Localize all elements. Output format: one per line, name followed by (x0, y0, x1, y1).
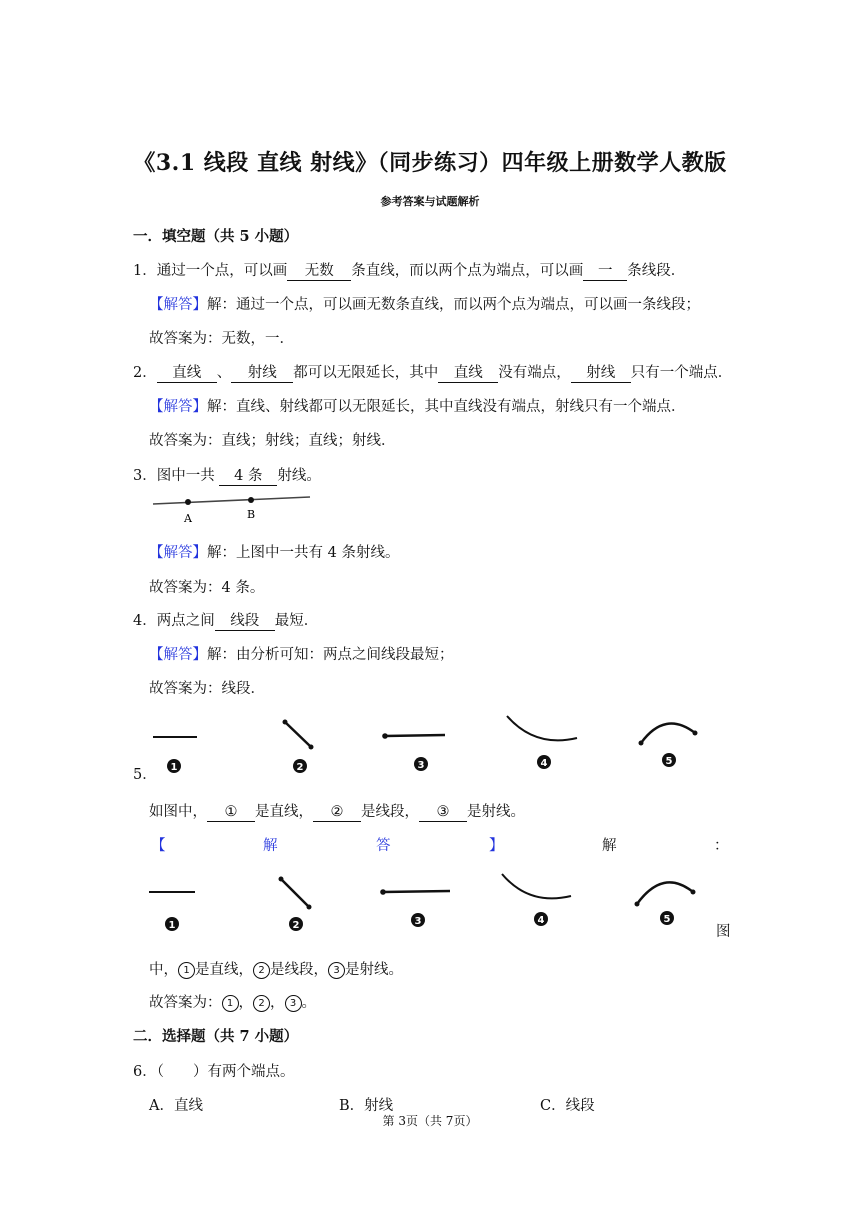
circled-number: 1 (222, 995, 239, 1012)
question-text: 没有端点， (498, 365, 571, 381)
solution-2 (149, 395, 686, 416)
section-heading-fill-in: 一．填空题（共 5 小题） (133, 228, 299, 245)
question-text: 最短． (274, 613, 319, 629)
solution-tag: 【解答】 (149, 297, 207, 313)
solution-text: 中， (149, 962, 178, 978)
question-5 (149, 800, 525, 822)
solution-text: 是射线。 (345, 962, 403, 978)
solution-text: 图 (716, 924, 731, 940)
figure-4-curve (502, 874, 571, 926)
answer-text: ， (270, 995, 285, 1011)
solution-text: ： (714, 838, 729, 854)
answer-text: 。 (301, 995, 316, 1011)
question-4 (133, 609, 318, 631)
question-text: （ ）有两个端点。 (156, 1064, 295, 1080)
question-text: 条直线，而以两个点为端点，可以画 (351, 263, 584, 279)
answer-text: ， (238, 995, 253, 1011)
answer-blank: 射线 (231, 365, 293, 383)
answer-blank: ① (207, 804, 255, 822)
question-1 (133, 259, 685, 281)
figure-5-arc (639, 724, 698, 767)
shapes-figure (145, 706, 735, 778)
answer-2: 故答案为：直线；射线；直线；射线． (149, 433, 396, 449)
figure-label-2: 2 (296, 762, 304, 773)
solution-tag-char: 答 (376, 838, 391, 854)
question-number: 2． (133, 365, 157, 381)
solution-tag: 【解答】 (149, 647, 207, 663)
question-number: 6． (133, 1064, 157, 1080)
figure-3-ray (382, 733, 445, 771)
figure-label-1: 1 (168, 920, 176, 931)
answer-blank: 线段 (215, 613, 275, 631)
answer-text: 故答案为： (149, 995, 222, 1011)
answer-blank: ② (313, 804, 361, 822)
point-a-label: A (184, 512, 192, 525)
question-text: 是直线， (255, 804, 313, 820)
solution-tag: 【解答】 (149, 399, 207, 415)
page-footer: 第 3页（共 7页） (382, 1114, 478, 1128)
question-text: 两点之间 (156, 613, 215, 629)
solution-text: 解：上图中一共有 4 条射线。 (207, 545, 400, 561)
solution-tag-close: 】 (489, 838, 504, 854)
solution-text: 解：由分析可知：两点之间线段最短； (207, 647, 454, 663)
question-number: 5． (133, 767, 157, 783)
answer-blank: 一 (583, 263, 627, 281)
figure-label-4: 4 (540, 758, 548, 769)
solution-text: 是线段， (270, 962, 328, 978)
point-b-label: B (247, 508, 256, 521)
answer-blank: 4 条 (219, 468, 277, 486)
question-text: 条线段． (627, 263, 686, 279)
question-text: 都可以无限延长，其中 (293, 365, 439, 381)
solution-tag: 【解答】 (149, 545, 207, 561)
figure-label-3: 3 (414, 916, 422, 927)
option-a: A．直线 (149, 1098, 203, 1114)
circled-number: 3 (328, 962, 345, 979)
figure-2-segment (279, 877, 312, 932)
figure-label-1: 1 (170, 762, 178, 773)
answer-1: 故答案为：无数，一． (149, 331, 294, 347)
solution-text: 解 (602, 838, 617, 854)
solution-1 (149, 293, 700, 314)
question-text: 、 (216, 365, 232, 381)
figure-5-arc (635, 882, 696, 925)
question-number: 3． (133, 468, 157, 484)
solution-tag-open: 【 (151, 838, 166, 854)
question-3 (133, 464, 321, 486)
answer-blank: 无数 (287, 263, 351, 281)
answer-3: 故答案为：4 条。 (149, 580, 265, 596)
question-number: 1． (133, 263, 157, 279)
question-text: 如图中， (149, 804, 207, 820)
figure-1-line (149, 892, 195, 931)
circled-number: 2 (253, 995, 270, 1012)
answer-blank: 直线 (438, 365, 498, 383)
question-text: 射线。 (277, 468, 321, 484)
answer-blank: 射线 (571, 365, 631, 383)
question-text: 图中一共 (156, 468, 215, 484)
answer-blank: 直线 (157, 365, 217, 383)
shapes-figure-solution (143, 866, 703, 934)
figure-label-2: 2 (292, 920, 300, 931)
question-2 (133, 361, 732, 383)
question-6 (133, 1060, 294, 1081)
figure-1-line (153, 737, 197, 773)
solution-tag-char: 解 (263, 838, 278, 854)
line-figure-ab (150, 490, 315, 526)
solution-text: 解：直线、射线都可以无限延长，其中直线没有端点，射线只有一个端点． (207, 399, 686, 415)
question-text: 通过一个点，可以画 (156, 263, 288, 279)
solution-5-text (149, 958, 403, 979)
question-text: 只有一个端点． (630, 365, 733, 381)
figure-label-5: 5 (663, 914, 671, 925)
question-number: 4． (133, 613, 157, 629)
solution-4 (149, 643, 454, 664)
circled-number: 3 (285, 995, 302, 1012)
figure-4-curve (507, 716, 577, 769)
option-b: B．射线 (339, 1098, 394, 1114)
figure-label-5: 5 (665, 756, 673, 767)
circled-number: 1 (178, 962, 195, 979)
answer-5 (149, 991, 316, 1012)
question-text: 是射线。 (467, 804, 525, 820)
solution-3 (149, 541, 399, 562)
section-heading-choice: 二．选择题（共 7 小题） (133, 1028, 299, 1045)
page-subtitle: 参考答案与试题解析 (380, 195, 480, 208)
circled-number: 2 (253, 962, 270, 979)
question-text: 是线段， (361, 804, 419, 820)
figure-2-segment (283, 720, 314, 774)
figure-label-3: 3 (417, 760, 425, 771)
answer-blank: ③ (419, 804, 467, 822)
figure-3-ray (380, 889, 450, 927)
page-title: 《3.1 线段 直线 射线》（同步练习）四年级上册数学人教版 (133, 150, 727, 176)
solution-text: 解：通过一个点，可以画无数条直线，而以两个点为端点，可以画一条线段； (207, 297, 700, 313)
option-c: C．线段 (540, 1098, 595, 1114)
answer-4: 故答案为：线段． (149, 681, 265, 697)
solution-text: 是直线， (195, 962, 253, 978)
figure-label-4: 4 (537, 915, 545, 926)
